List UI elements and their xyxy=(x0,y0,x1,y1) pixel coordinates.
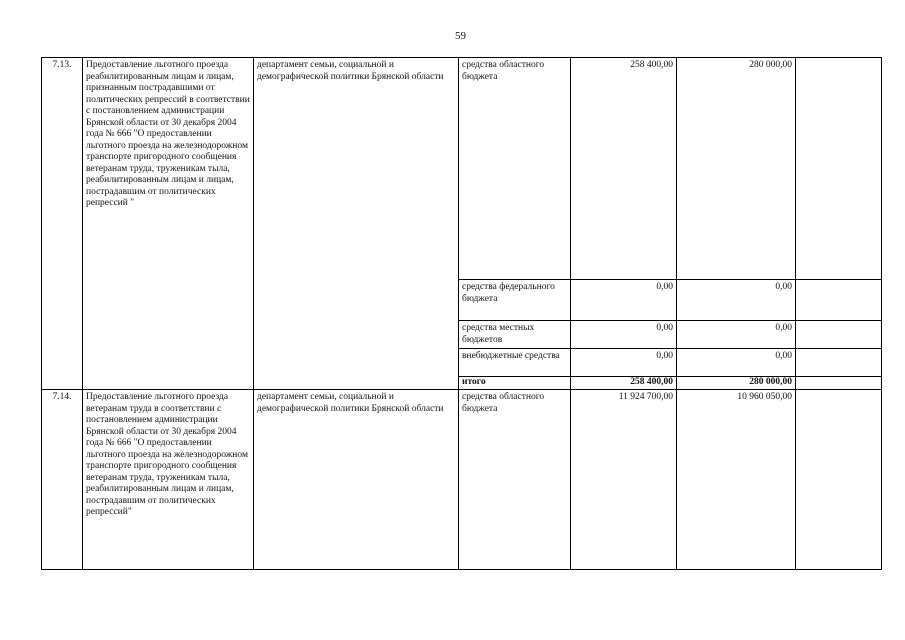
funding-source: внебюджетные средства xyxy=(459,349,571,377)
amount-year-1: 258 400,00 xyxy=(571,58,677,280)
amount-year-2: 0,00 xyxy=(677,321,796,349)
funding-source: средства местных бюджетов xyxy=(459,321,571,349)
total-year-2: 280 000,00 xyxy=(677,377,796,390)
amount-year-1: 11 924 700,00 xyxy=(571,390,677,570)
empty-cell xyxy=(796,280,882,321)
empty-cell xyxy=(796,390,882,570)
amount-year-2: 0,00 xyxy=(677,280,796,321)
amount-year-2: 10 960 050,00 xyxy=(677,390,796,570)
table-row xyxy=(42,58,882,280)
funding-source: средства областного бюджета xyxy=(459,390,571,570)
amount-year-1: 0,00 xyxy=(571,349,677,377)
amount-year-1: 0,00 xyxy=(571,321,677,349)
measure-name: Предоставление льготного проезда реабилитированным лицам и лицам, признанным пострадавшими от политических репрессий в соответствии с постановлением администрации Брянской области от 30 декабря 2004 года № 666 "О предоставлении льготного проезда на железнодорожном транспорте пригородного сообщения ветеранам труда, труженикам тыла, реабилитированным лицам и лицам, пострадавшим от политических репрессий " xyxy=(83,58,254,390)
executor: департамент семьи, социальной и демографической политики Брянской области xyxy=(254,390,459,570)
measure-name: Предоставление льготного проезда ветеранам труда в соответствии с постановлением администрации Брянской области от 30 декабря 2004 года № 666 "О предоставлении льготного проезда на железнодорожном транспорте пригородного сообщения ветеранам труда, труженикам тыла, реабилитированным лицам и лицам, пострадавшим от политических репрессий" xyxy=(83,390,254,570)
table-row xyxy=(42,390,882,570)
budget-table xyxy=(41,57,882,570)
total-year-1: 258 400,00 xyxy=(571,377,677,390)
funding-source: средства областного бюджета xyxy=(459,58,571,280)
amount-year-2: 280 000,00 xyxy=(677,58,796,280)
row-number: 7.13. xyxy=(42,58,83,390)
empty-cell xyxy=(796,58,882,280)
empty-cell xyxy=(796,349,882,377)
empty-cell xyxy=(796,377,882,390)
amount-year-1: 0,00 xyxy=(571,280,677,321)
empty-cell xyxy=(796,321,882,349)
funding-source: средства федерального бюджета xyxy=(459,280,571,321)
amount-year-2: 0,00 xyxy=(677,349,796,377)
page-number: 59 xyxy=(455,30,466,42)
row-number: 7.14. xyxy=(42,390,83,570)
executor: департамент семьи, социальной и демографической политики Брянской области xyxy=(254,58,459,390)
total-label: итого xyxy=(459,377,571,390)
